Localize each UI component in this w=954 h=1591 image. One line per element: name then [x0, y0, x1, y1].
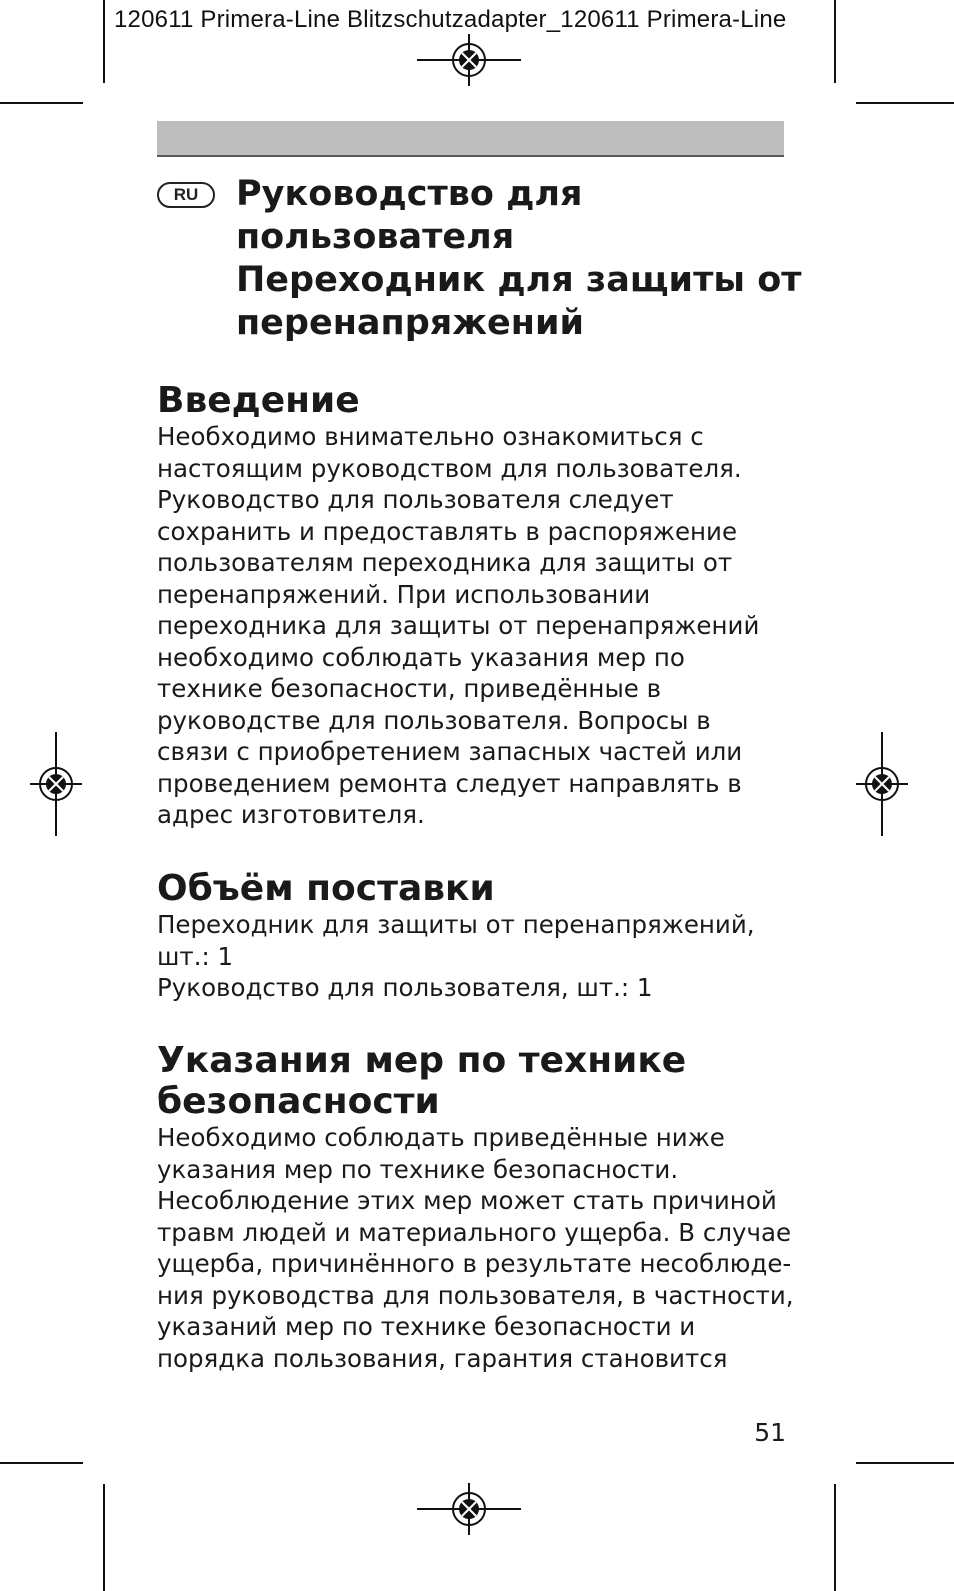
section-heading: Объём поставки [157, 868, 495, 909]
title-line: пользователя [236, 217, 515, 257]
crop-mark-top-right-horizontal [856, 102, 954, 104]
body-line: технике безопасности, приведённые в [157, 674, 662, 703]
crop-mark-bottom-right-vertical [834, 1484, 836, 1591]
body-line: порядка пользования, гарантия становится [157, 1343, 728, 1373]
registration-mark-icon [417, 8, 521, 112]
body-line: Необходимо соблюдать приведённые ниже [157, 1123, 725, 1152]
section-scope-of-delivery [157, 868, 797, 1004]
section-heading: безопасности [157, 1081, 440, 1122]
crop-mark-top-left-horizontal [0, 102, 83, 104]
body-line: проведением ремонта следует направлять в [157, 768, 742, 798]
registration-mark-icon [417, 1457, 521, 1561]
body-line: травм людей и материального ущерба. В случае [157, 1217, 792, 1247]
section-safety-instructions [157, 1040, 797, 1374]
body-line: настоящим руководством для пользователя. [157, 453, 742, 483]
header-band [157, 121, 784, 157]
body-line: указания мер по технике безопасности. [157, 1154, 679, 1184]
section-introduction [157, 380, 797, 831]
registration-mark-icon [830, 732, 934, 836]
body-line: шт.: 1 [157, 941, 234, 971]
body-line: Необходимо внимательно ознакомиться с [157, 422, 704, 451]
body-line: Руководство для пользователя, шт.: 1 [157, 973, 653, 1002]
body-line: указаний мер по технике безопасности и [157, 1312, 696, 1341]
crop-mark-bottom-left-vertical [103, 1484, 105, 1591]
body-line: Переходник для защиты от перенапряжений, [157, 910, 755, 939]
registration-mark-icon [4, 732, 108, 836]
body-line: Несоблюдение этих мер может стать причиной [157, 1186, 777, 1215]
language-badge: RU [157, 182, 215, 208]
crop-mark-top-left-vertical [103, 0, 105, 83]
body-line: ущерба, причинённого в результате несоблюде- [157, 1249, 792, 1278]
body-line: адрес изготовителя. [157, 800, 425, 829]
body-line: пользователям переходника для защиты от [157, 548, 733, 577]
body-line: связи с приобретением запасных частей или [157, 737, 743, 766]
crop-mark-top-right-vertical [834, 0, 836, 83]
body-line: руководстве для пользователя. Вопросы в [157, 705, 711, 735]
body-line: ния руководства для пользователя, в частности, [157, 1280, 794, 1310]
crop-mark-bottom-right-horizontal [856, 1462, 954, 1464]
crop-mark-bottom-left-horizontal [0, 1462, 83, 1464]
body-line: необходимо соблюдать указания мер по [157, 642, 685, 672]
page-number: 51 [754, 1418, 786, 1447]
printer-slug: 120611 Primera-Line Blitzschutzadapter_120611 Primera-Line [114, 6, 787, 33]
body-line: сохранить и предоставлять в распоряжение [157, 516, 738, 546]
title-line: Руководство для [236, 174, 583, 214]
title-line: перенапряжений [236, 303, 585, 343]
body-line: переходника для защиты от перенапряжений [157, 611, 760, 640]
body-line: перенапряжений. При использовании [157, 579, 651, 609]
section-heading: Введение [157, 380, 360, 421]
section-heading: Указания мер по технике [157, 1040, 687, 1081]
title-line: Переходник для защиты от [236, 260, 802, 300]
body-line: Руководство для пользователя следует [157, 485, 674, 514]
document-title [236, 173, 802, 345]
